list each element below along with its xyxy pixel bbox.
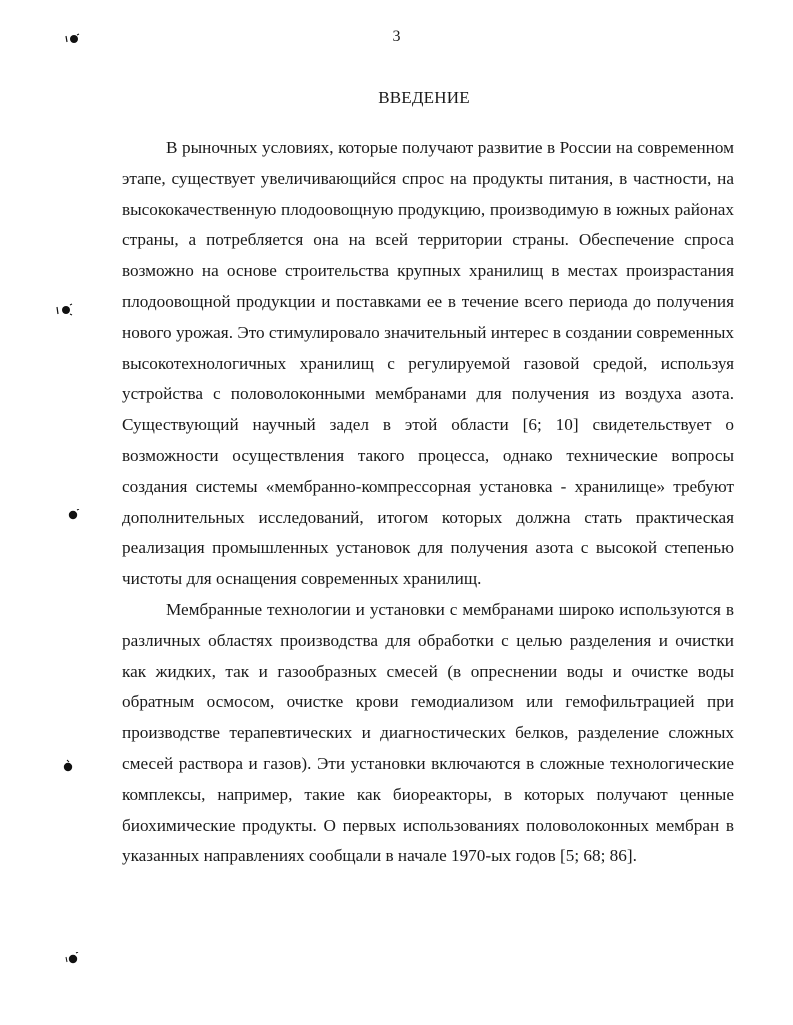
punch-mark-icon	[66, 509, 80, 521]
punch-mark-icon	[64, 952, 80, 966]
paragraph-2: Мембранные технологии и установки с мембранами широко используются в различных областях производства для обработки с целью разделения и очистки как жидких, так и газообразных смесей (в опреснении воды и очистке воды обратным осмосом, очистке крови гемодиализом или гемофильтрацией при производстве терапевтических и диагностических белков, разделение сложных смесей раствора и газов). Эти установки включаются в сложные технологические комплексы, например, такие как биореакторы, в которых получают ценные биохимические продукты. О первых использованиях половолоконных мембран в указанных направлениях сообщали в начале 1970-ых годов [5; 68; 86].	[122, 599, 734, 866]
page-number: 3	[392, 28, 401, 45]
punch-mark-icon	[61, 759, 75, 773]
body-text	[122, 133, 734, 872]
paragraph-1: В рыночных условиях, которые получают развитие в России на современном этапе, существует увеличивающийся спрос на продукты питания, в частности, на высококачественную плодоовощную продукцию, производимую в южных районах страны, а потребляется она на всей территории страны. Обеспечение спроса возможно на основе строительства крупных хранилищ в местах произрастания плодоовощной продукции и поставками ее в течение всего периода до получения нового урожая. Это стимулировало значительный интерес в создании современных высокотехнологичных хранилищ с регулируемой газовой средой, используя устройства с половолоконными мембранами для получения из воздуха азота. Существующий научный задел в этой области [6; 10] свидетельствует о возможности осуществления такого процесса, однако технические вопросы создания системы «мембранно-компрессорная установка - хранилище» требуют дополнительных исследований, итогом которых должна стать практическая реализация промышленных установок для получения азота с высокой степенью чистоты для оснащения современных хранилищ.	[122, 138, 734, 589]
section-heading: ВВЕДЕНИЕ	[378, 88, 470, 107]
punch-mark-icon	[64, 33, 80, 45]
punch-mark-icon	[55, 303, 73, 317]
